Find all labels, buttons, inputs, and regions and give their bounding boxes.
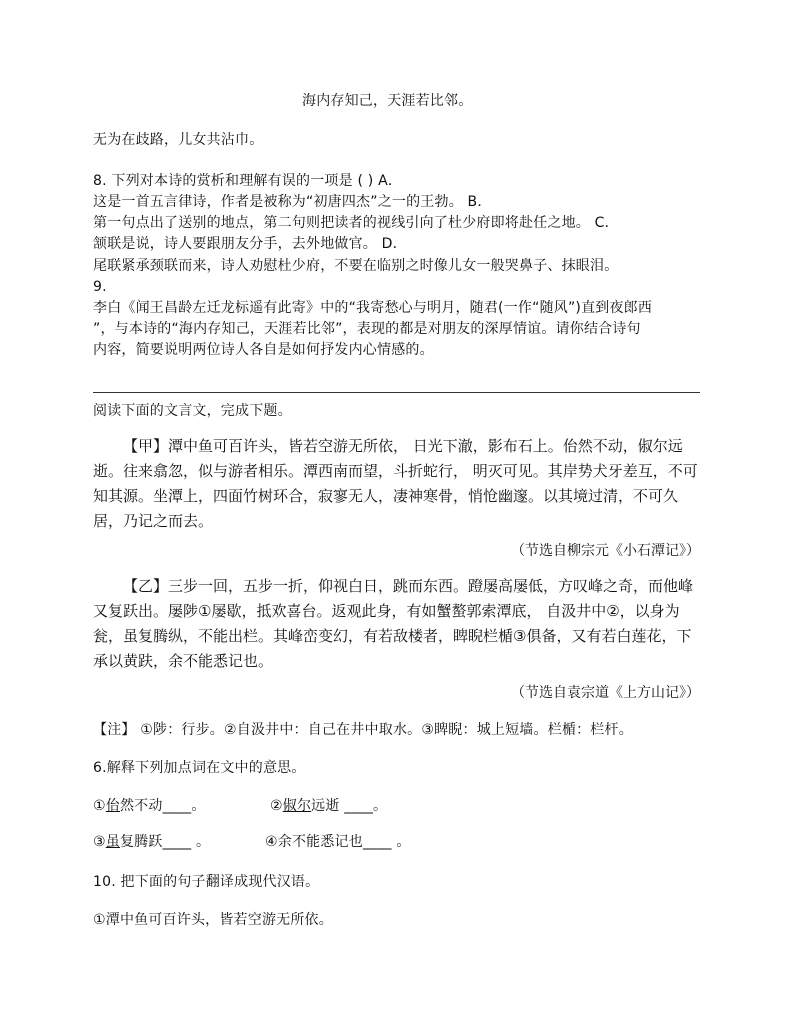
q6-item-1-prefix: ① <box>93 798 106 814</box>
q6-item-2-rest: 远逝 ____。 <box>311 798 388 814</box>
q10-stem: 10. 把下面的句子翻译成现代汉语。 <box>93 874 320 890</box>
passage-jia-source: （节选自柳宗元《小石潭记》） <box>511 543 700 559</box>
q8-stem: 8. 下列对本诗的赏析和理解有误的一项是 ( ) A． <box>93 173 403 189</box>
q6-item-3-prefix: ③ <box>93 834 106 850</box>
q6-item-1-word: 佁 <box>105 798 120 814</box>
q9-number: 9. <box>93 279 107 295</box>
reading-intro: 阅读下面的文言文，完成下题。 <box>93 403 292 419</box>
poem-line-center: 海内存知己，天涯若比邻。 <box>302 93 473 109</box>
q6-item-3-word: 虽 <box>105 834 120 850</box>
passage-note: 【注】 ①陟：行步。②自汲井中：自己在井中取水。③睥睨：城上短墙。栏楯：栏杆。 <box>93 722 633 738</box>
q8-option-b: 第一句点出了送别的地点，第二句则把读者的视线引向了杜少府即将赴任之地。 C． <box>93 215 619 231</box>
q8-option-d: 尾联紧承颈联而来，诗人劝慰杜少府，不要在临别之时像儿女一般哭鼻子、抹眼泪。 <box>93 258 619 274</box>
q9-line-1: 李白《闻王昌龄左迁龙标遥有此寄》中的“我寄愁心与明月，随君(一作“随风”)直到夜郎西 <box>93 300 653 316</box>
poem-line-last: 无为在歧路，儿女共沾巾。 <box>93 132 264 148</box>
q9-line-2: ”，与本诗的“海内存知己，天涯若比邻”，表现的都是对朋友的深厚情谊。请你结合诗句 <box>93 321 641 337</box>
q6-item-1-rest: 然不动____。 <box>119 798 206 814</box>
q6-item-1 <box>93 796 206 816</box>
q6-item-3 <box>93 832 210 852</box>
q6-item-2-prefix: ② <box>270 798 283 814</box>
q6-item-4: ④余不能悉记也____ 。 <box>265 834 411 850</box>
passage-yi-source: （节选自袁宗道《上方山记》） <box>511 685 700 701</box>
q6-item-2-word: 俶尔 <box>282 798 312 814</box>
q6-item-3-rest: 复腾跃____ 。 <box>119 834 211 850</box>
section-divider <box>93 392 700 393</box>
q10-item-1: ①潭中鱼可百许头，皆若空游无所依。 <box>93 912 333 928</box>
passage-jia: 【甲】潭中鱼可百许头，皆若空游无所依， 日光下澈，影布石上。佁然不动，俶尔远逝。往来翕忽，似与游者相乐。潭西南而望，斗折蛇行， 明灭可见。其岸势犬牙差互，不可知其源。坐潭上，四面竹树环合，寂寥无人，凄神寒骨，悄怆幽邃。以其境过清，不可久居，乃记之而去。 <box>93 437 698 530</box>
q9-line-3: 内容，简要说明两位诗人各自是如何抒发内心情感的。 <box>93 342 434 358</box>
passage-yi: 【乙】三步一回，五步一折，仰视白日，跳而东西。蹬屡高屡低，方叹峰之奇，而他峰又复跃出。屡陟①屡歇，抵欢喜台。返观此身，有如蟹螯郭索潭底， 自汲井中②，以身为瓮，虽复腾纵，不能出栏。其峰峦变幻，有若敌楼者，睥睨栏楯③俱备，又有若白莲花，下承以黄趺，余不能悉记也。 <box>93 577 694 670</box>
q8-option-c: 颔联是说，诗人要跟朋友分手，去外地做官。 D． <box>93 236 407 252</box>
q6-stem: 6.解释下列加点词在文中的意思。 <box>93 760 306 776</box>
q8-option-a: 这是一首五言律诗，作者是被称为“初唐四杰”之一的王勃。 B． <box>93 194 492 210</box>
q6-item-2 <box>270 796 387 816</box>
